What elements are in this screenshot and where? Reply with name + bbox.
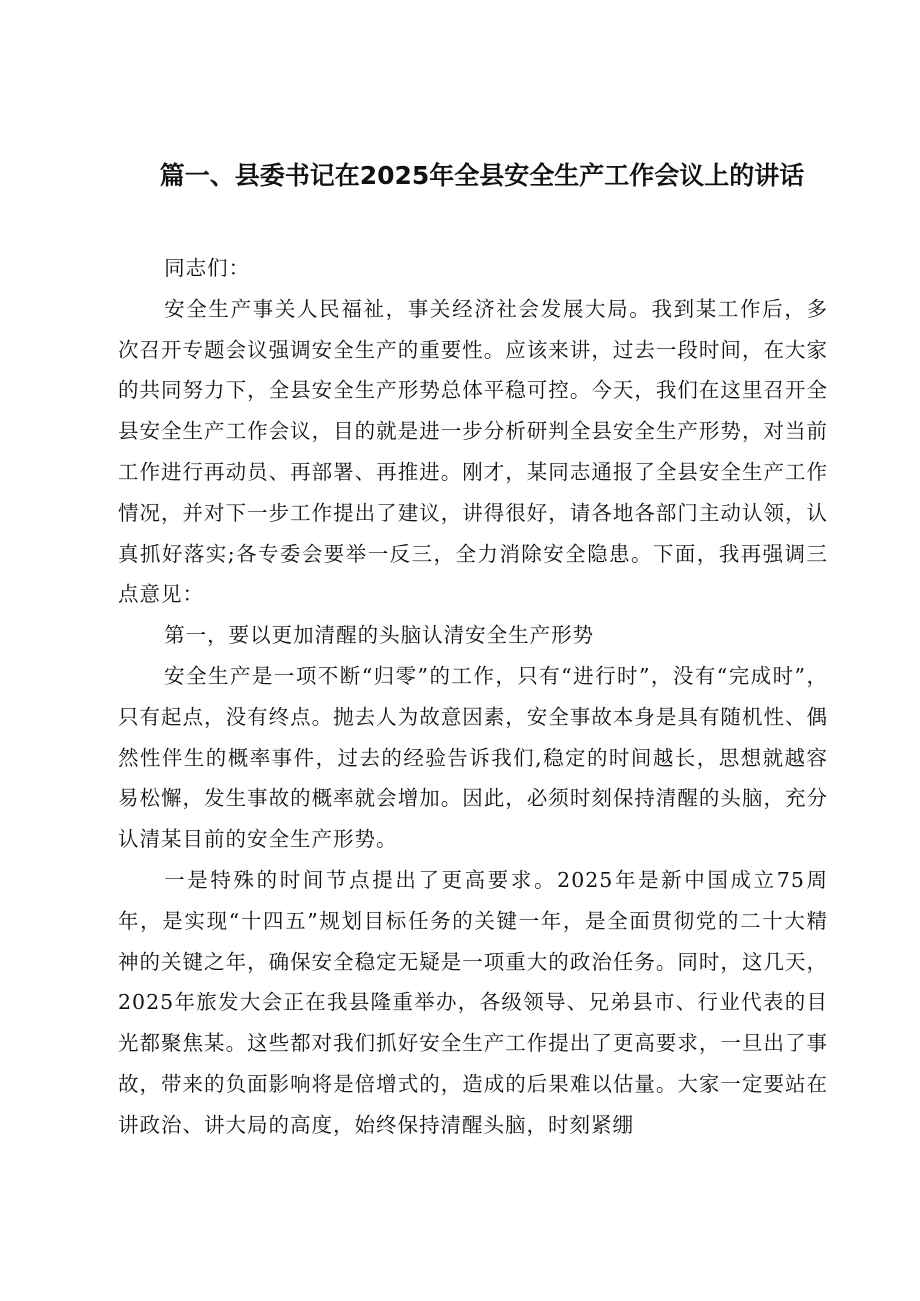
salutation: 同志们： — [164, 256, 251, 280]
paragraph-safety-zero: 安全生产是一项不断“归零”的工作，只有“进行时”，没有“完成时”，只有起点，没有终点。抛去人为故意因素，安全事故本身是具有随机性、偶然性伴生的概率事件，过去的经验告诉我们,稳定的时间越长，思想就越容易松懈，发生事故的概率就会增加。因此，必须时刻保持清醒的头脑，充分认清某目前的安全生产形势。 — [118, 663, 828, 852]
section-heading-first: 第一，要以更加清醒的头脑认清安全生产形势 — [164, 623, 595, 648]
document-body — [118, 248, 828, 1146]
paragraph-time-node: 一是特殊的时间节点提出了更高要求。2025年是新中国成立75周年，是实现“十四五”规划目标任务的关键一年，是全面贯彻党的二十大精神的关键之年，确保安全稳定无疑是一项重大的政治任务。同时，这几天，2025年旅发大会正在我县隆重举办，各级领导、兄弟县市、行业代表的目光都聚焦某。这些都对我们抓好安全生产工作提出了更高要求，一旦出了事故，带来的负面影响将是倍增式的，造成的后果难以估量。大家一定要站在讲政治、讲大局的高度，始终保持清醒头脑，时刻紧绷 — [118, 867, 828, 1137]
document-title: 篇一、县委书记在2025年全县安全生产工作会议上的讲话 — [159, 161, 805, 190]
paragraph-intro: 安全生产事关人民福祉，事关经济社会发展大局。我到某工作后，多次召开专题会议强调安全生产的重要性。应该来讲，过去一段时间，在大家的共同努力下，全县安全生产形势总体平稳可控。今天，我们在这里召开全县安全生产工作会议，目的就是进一步分析研判全县安全生产形势，对当前工作进行再动员、再部署、再推进。刚才，某同志通报了全县安全生产工作情况，并对下一步工作提出了建议，讲得很好，请各地各部门主动认领，认真抓好落实;各专委会要举一反三，全力消除安全隐患。下面，我再强调三点意见： — [118, 296, 828, 607]
